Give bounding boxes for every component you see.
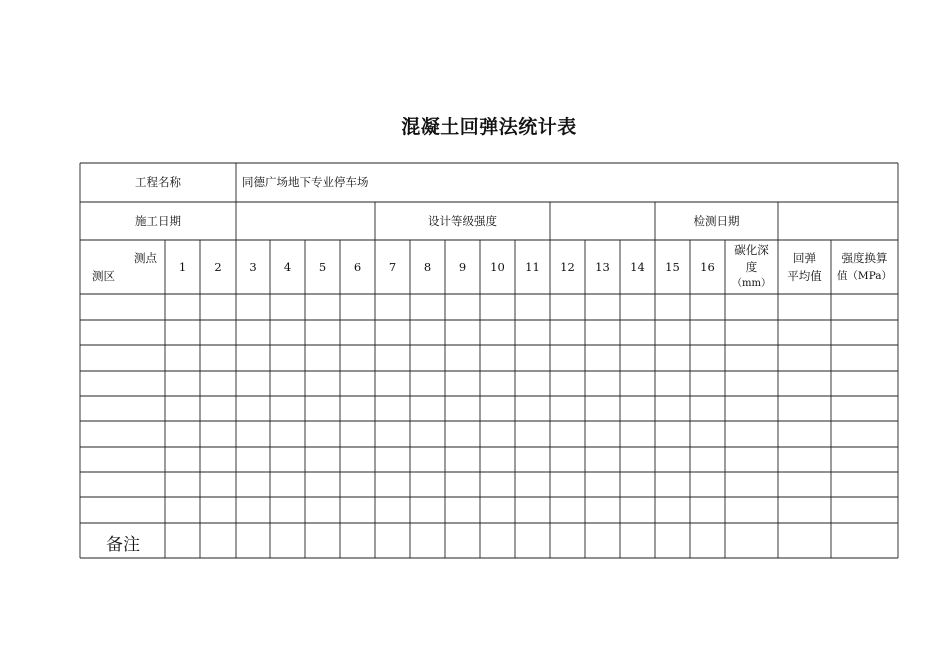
remark-label: 备注 — [106, 535, 140, 555]
test-date-value[interactable] — [778, 202, 898, 240]
carbonation-header-line1: 碳化深 — [734, 243, 769, 257]
point-col-11: 11 — [525, 259, 540, 274]
point-col-4: 4 — [283, 259, 292, 274]
point-col-2: 2 — [214, 259, 222, 274]
point-header: 测点 — [134, 251, 157, 265]
design-grade-label: 设计等级强度 — [428, 213, 497, 228]
point-col-3: 3 — [249, 259, 257, 274]
zone-header: 测区 — [92, 269, 115, 283]
point-col-12: 12 — [560, 259, 575, 274]
design-grade-value[interactable] — [550, 202, 655, 240]
strength-header-line2: 值（MPa） — [836, 270, 893, 282]
point-col-13: 13 — [595, 259, 610, 274]
point-col-8: 8 — [423, 259, 432, 274]
point-col-15: 15 — [665, 259, 680, 274]
point-col-16: 16 — [700, 259, 715, 274]
carbonation-header-line2: 度 — [745, 260, 758, 274]
point-col-5: 5 — [318, 259, 327, 274]
point-col-9: 9 — [458, 259, 467, 274]
point-col-14: 14 — [630, 259, 645, 274]
rebound-header-line2: 平均值 — [787, 269, 822, 283]
point-col-10: 10 — [490, 259, 505, 274]
strength-header-line1: 强度换算 — [841, 251, 888, 265]
project-name-label: 工程名称 — [135, 175, 181, 189]
rebound-header-line1: 回弹 — [793, 251, 816, 265]
page-title: 混凝土回弹法统计表 — [401, 116, 577, 138]
point-col-6: 6 — [353, 259, 362, 274]
point-col-7: 7 — [388, 259, 397, 274]
construction-date-value[interactable] — [236, 202, 375, 240]
test-date-label: 检测日期 — [693, 213, 740, 228]
carbonation-header-unit: （mm） — [732, 278, 771, 289]
point-col-1: 1 — [178, 259, 187, 274]
construction-date-label: 施工日期 — [135, 213, 181, 228]
project-name-value: 同德广场地下专业停车场 — [242, 175, 369, 189]
